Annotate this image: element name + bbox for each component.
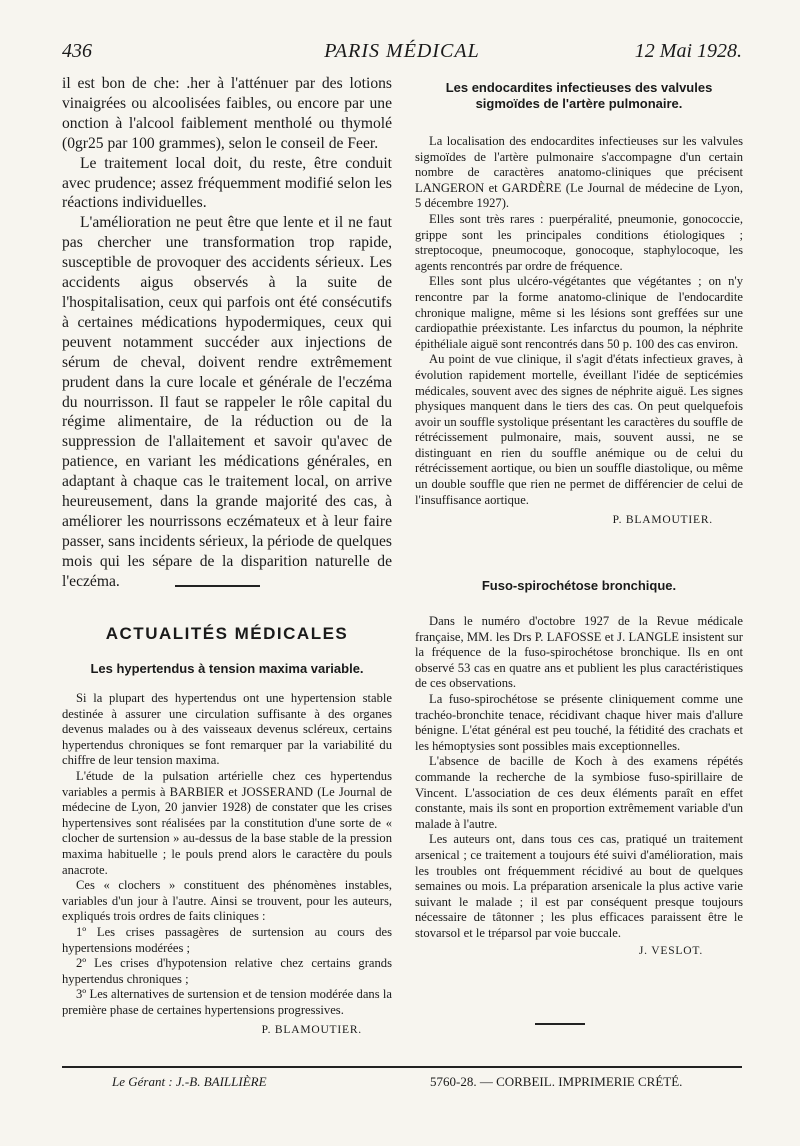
article-endocardites: [415, 80, 743, 526]
article-paragraph: Dans le numéro d'octobre 1927 de la Revue médicale française, MM. les Drs P. LAFOSSE et J. LANGLE insistent sur la fréquence de la fuso-spirochétose bronchique. Ils en ont observé 53 cas en quatre ans et publient les plus caractéristiques de ces observations.: [415, 614, 743, 691]
page-number: 436: [62, 40, 92, 62]
signature: J. VESLOT.: [638, 945, 703, 958]
signature: P. BLAMOUTIER.: [261, 1024, 362, 1037]
section-block: [62, 624, 392, 644]
article-title: Les endocardites infectieuses des valvules sigmoïdes de l'artère pulmonaire.: [445, 80, 713, 111]
article-paragraph: Les auteurs ont, dans tous ces cas, pratiqué un traitement arsenical ; ce traitement a toujours été suivi d'amélioration, mais les troubles ont fréquemment récidivé au bout de quelques semaines ou mois. La préparation arsenicale la plus active varie suivant le malade ; il est par conséquent presque toujours nécessaire de tâtonner ; les plus efficaces paraissent être le stovarsol et le tréparsol par voie buccale.: [415, 832, 743, 940]
journal-title: PARIS MÉDICAL: [324, 40, 480, 62]
article-title: Les hypertendus à tension maxima variable.: [90, 661, 364, 676]
issue-date: 12 Mai 1928.: [634, 40, 742, 62]
article-paragraph: L'étude de la pulsation artérielle chez ces hypertendus variables a permis à BARBIER et JOSSERAND (Le Journal de médecine de Lyon, 20 janvier 1928) de constater que les crises hypertensives sont réalisées par la constitution d'une sorte de « clocher de surtension » au-dessus de la base stable de la pression maxima habituelle ; le pouls prend alors le caractère du pouls anacrote.: [62, 768, 392, 877]
article-hypertendus: [62, 661, 392, 1036]
article-paragraph: 3º Les alternatives de surtension et de tension modérée dans la première phase de certaines hypertensions progressives.: [62, 987, 392, 1017]
article-paragraph: 1º Les crises passagères de surtension au cours des hypertensions modérées ;: [62, 924, 392, 955]
article-paragraph: Elles sont très rares : puerpéralité, pneumonie, gonococcie, grippe sont les principales conditions étiologiques ; streptocoque, pneumocoque, gonocoque, staphylocoque, les agents rencontrés par ordre de fréquence.: [415, 211, 743, 273]
body-paragraph: L'amélioration ne peut être que lente et il ne faut pas chercher une transformation trop rapide, susceptible de provoquer des accidents sérieux. Les accidents aigus observés à la suite de l'hospitalisation, ceux qui parfois ont été consécutifs à certaines médications hypodermiques, ceux qui peuvent notamment succéder aux injections de sérum de cheval, doivent rendre extrêmement prudent dans la cure locale et générale de l'eczéma du nourrisson. Il faut se rappeler le rôle capital du régime alimentaire, de la réduction ou de la suppression de l'allaitement et savoir qu'avec de patience, en variant les médications générales, en adaptant à chaque cas le traitement local, on arrive heureusement, dans la grande majorité des cas, à améliorer les nourrissons eczémateux et à leur faire passer, sans incidents sérieux, la période de quelques mois qui les sépare de la disparition naturelle de l'eczéma.: [62, 214, 392, 590]
separator-rule: [175, 585, 260, 587]
article-paragraph: 2º Les crises d'hypotension relative chez certains grands hypertendus chroniques ;: [62, 956, 392, 986]
article-paragraph: Si la plupart des hypertendus ont une hypertension stable destinée à assurer une circulation suffisante à des organes devenus malades ou à des vaisseaux devenus scléreux, certains hypertendus chroniques se font remarquer par la variabilité du chiffre de leur tension maxima.: [62, 691, 392, 768]
separator-rule: [535, 1023, 585, 1025]
article-title: Fuso-spirochétose bronchique.: [481, 578, 677, 593]
article-paragraph: L'absence de bacille de Koch à des examens répétés commande la recherche de la symbiose fuso-spirillaire de Vincent. L'association de ces deux éléments paraît en effet constante, mais ils sont en proportion extrêmement variable d'un malade à l'autre.: [415, 754, 743, 831]
article-paragraph: Elles sont plus ulcéro-végétantes que végétantes ; on n'y rencontre par la forme anatomo-clinique de l'endocardite chronique maligne, même si les lésions sont greffées sur une cardiopathie préexistante. Les infarctus du poumon, la néphrite épithéliale aiguë sont rencontrés dans 50 p. 100 des cas environ.: [415, 274, 743, 351]
footer-manager: Le Gérant : J.-B. BAILLIÈRE: [112, 1074, 267, 1089]
article-paragraph: La localisation des endocardites infectieuses sur les valvules sigmoïdes de l'artère pulmonaire s'accompagne d'un certain nombre de caractères anatomo-cliniques que précisent LANGERON et GARDÈRE (Le Journal de médecine de Lyon, 5 décembre 1927).: [415, 134, 743, 211]
left-column: [62, 74, 392, 592]
article-fuso-spirochetose: [415, 578, 743, 957]
body-paragraph: il est bon de che: .her à l'atténuer par des lotions vinaigrées ou alcoolisées faibles, ou encore par une onction à l'alcool faiblement mentholé ou thymolé (0gr25 par 100 grammes), selon le conseil de Feer.: [62, 75, 392, 152]
footer-rule: [62, 1066, 742, 1068]
section-title: ACTUALITÉS MÉDICALES: [105, 624, 349, 643]
article-paragraph: Ces « clochers » constituent des phénomènes instables, variables d'un jour à l'autre. Ainsi se trouvent, pour les auteurs, expliqués trois ordres de faits cliniques :: [62, 878, 392, 924]
running-header: [62, 40, 742, 70]
article-paragraph: Au point de vue clinique, il s'agit d'états infectieux graves, à évolution rapidement mortelle, éveillant l'idée de septicémies médicales, souvent avec des signes de néphrite aiguë. Les signes physiques manquent dans le tiers des cas. On peut quelquefois avoir un souffle systolique présentant les caractères du souffle de rétrécissement pulmonaire, mais, souvent aussi, ne se distinguant en rien du souffle anémique ou de celui du rétrécissement aortique, ou bien un souffle diastolique, ou même un double souffle que rien ne permet de différencier de celui de l'insuffisance aortique.: [415, 352, 743, 507]
footer-printer: 5760-28. — CORBEIL. IMPRIMERIE CRÉTÉ.: [430, 1074, 683, 1089]
body-paragraph: Le traitement local doit, du reste, être conduit avec prudence; assez fréquemment modifié selon les réactions individuelles.: [62, 154, 392, 212]
article-paragraph: La fuso-spirochétose se présente cliniquement comme une trachéo-bronchite tenace, récidivant chaque hiver mais d'allure bénigne. L'état général est peu touché, la fétidité des crachats et les hémoptysies sont possibles mais exceptionnelles.: [415, 691, 743, 753]
signature: P. BLAMOUTIER.: [612, 514, 713, 527]
